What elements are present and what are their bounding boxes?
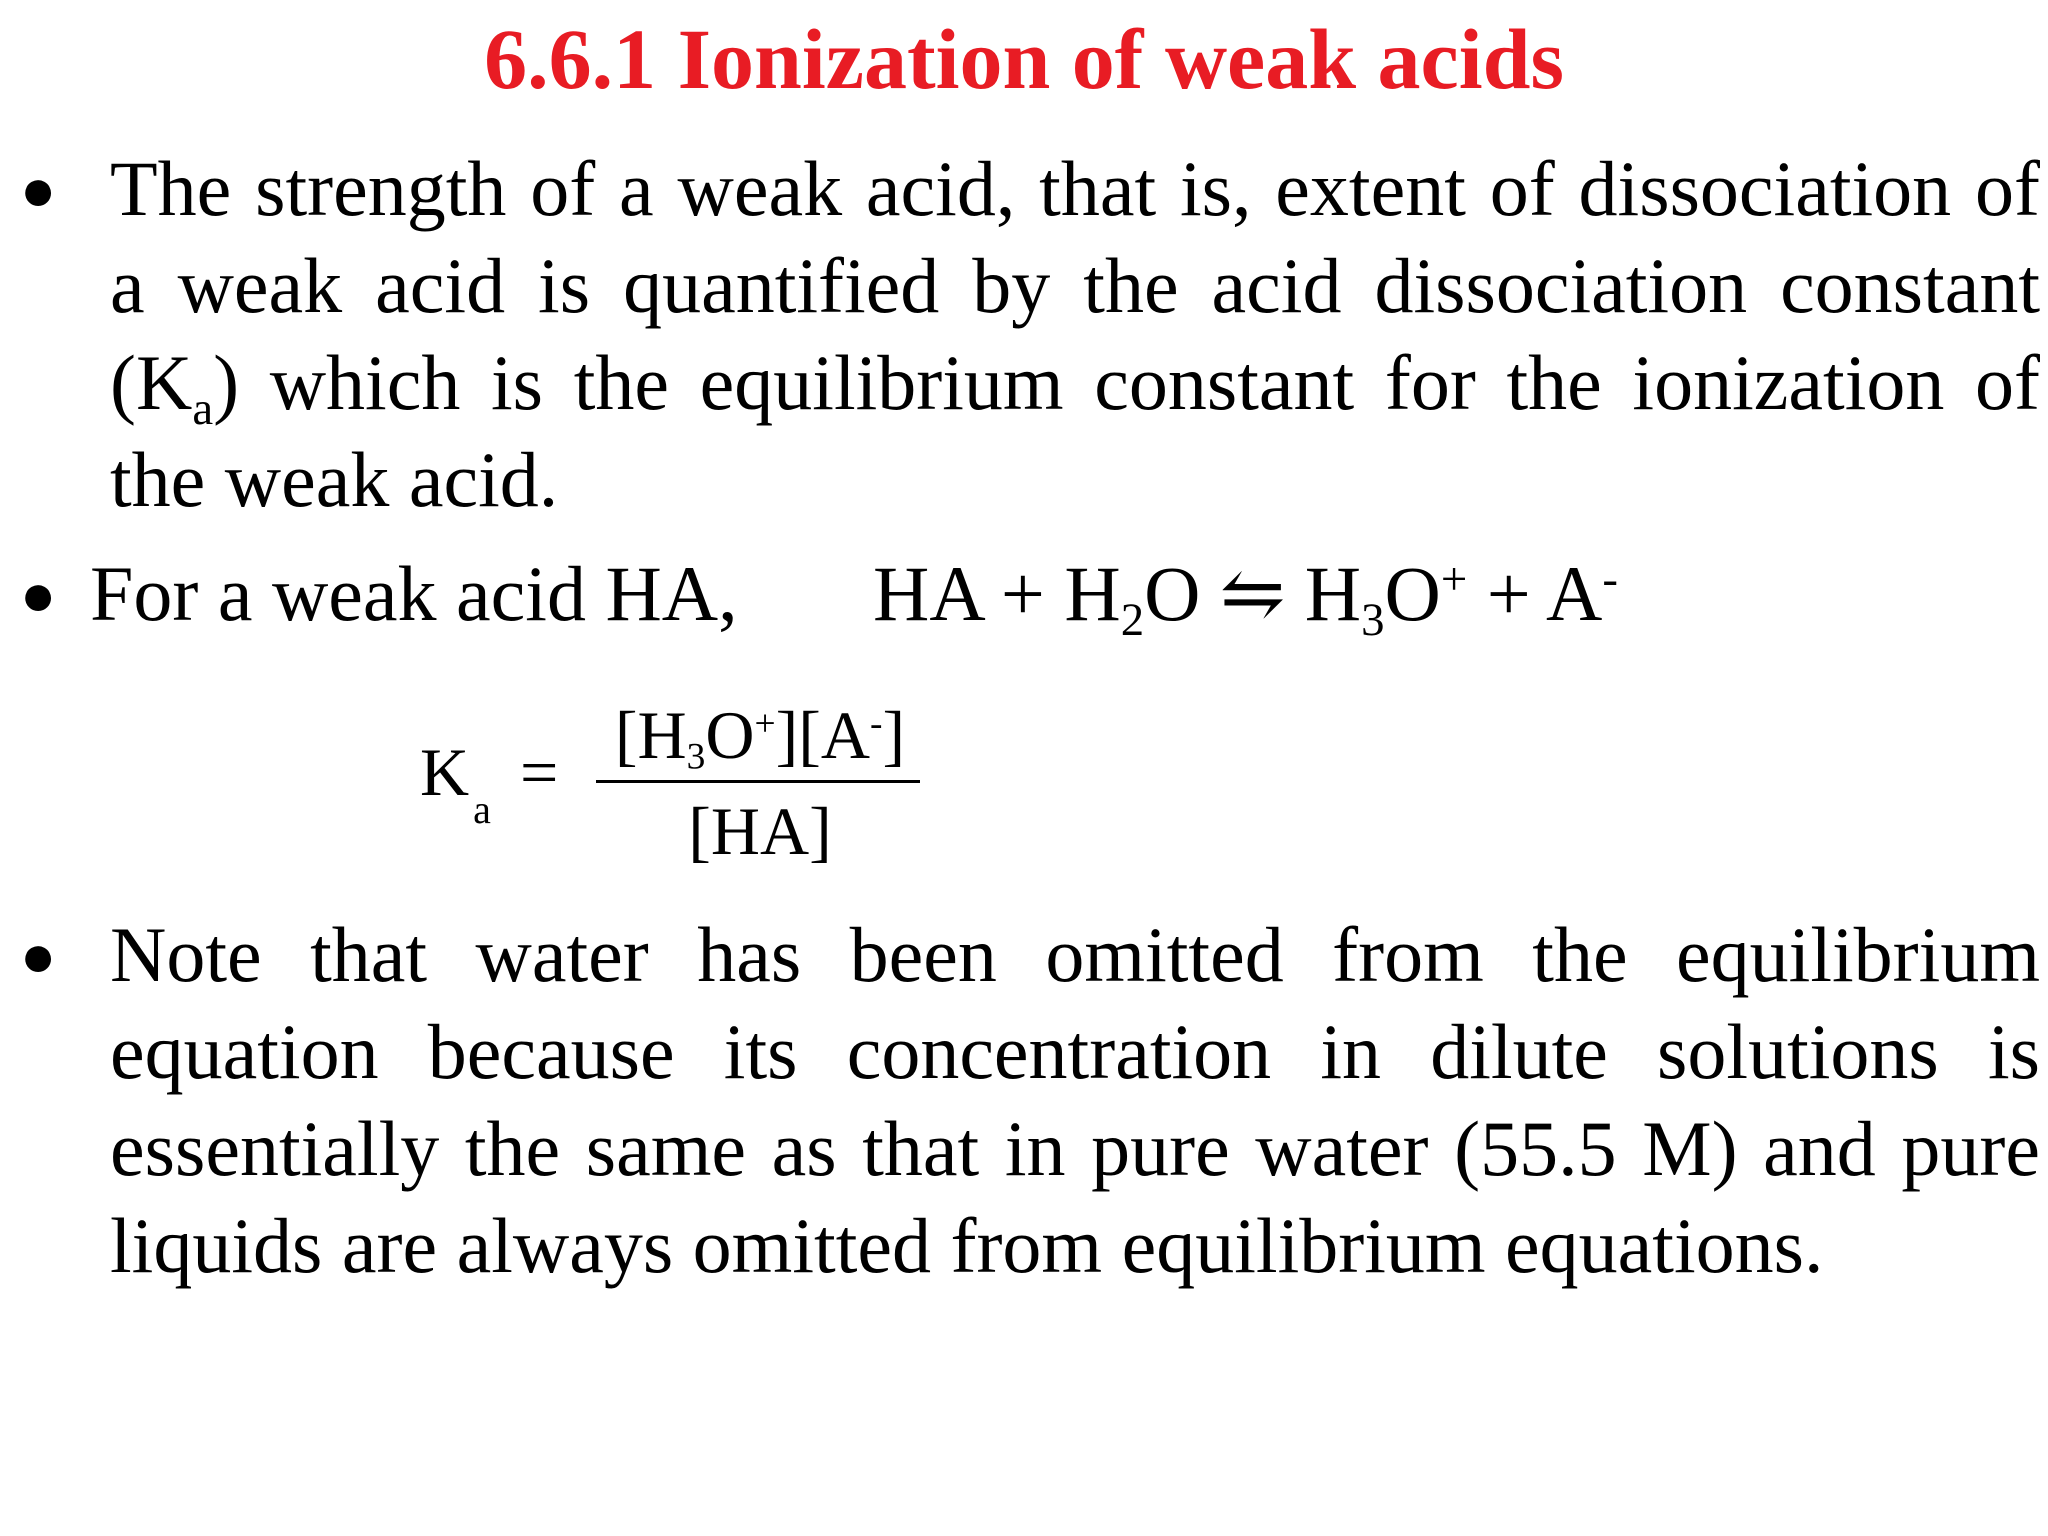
numerator-plus-charge: + bbox=[754, 703, 776, 745]
reaction-hydronium-subscript: 3 bbox=[1361, 593, 1385, 646]
water-note-text: Note that water has been omitted from the equilibrium equation because its concentration in dilute solutions is essentially the same as that in pure water (55.5 M) and pure liquids are always omitted from equilibrium equations. bbox=[110, 911, 2040, 1289]
numerator-close-bracket: ] bbox=[882, 697, 906, 773]
bullet-icon: ● bbox=[20, 562, 57, 628]
reaction-hydronium-o: O bbox=[1384, 550, 1441, 637]
ka-denominator: [HA] bbox=[688, 793, 832, 869]
numerator-minus-charge: - bbox=[869, 703, 883, 745]
numerator-a: ][A bbox=[775, 697, 870, 773]
equilibrium-arrow-icon: ⇋ bbox=[1219, 550, 1286, 637]
bullet-icon: ● bbox=[20, 923, 57, 989]
ka-symbol-subscript: a bbox=[473, 787, 491, 832]
numerator-h: [H bbox=[614, 697, 687, 773]
ka-expression bbox=[410, 690, 930, 870]
bullet-ka-definition bbox=[20, 140, 2040, 528]
reaction-product-a: + A bbox=[1467, 550, 1603, 637]
ka-lhs bbox=[420, 732, 491, 832]
ka-numerator bbox=[590, 690, 930, 780]
reaction-water-subscript: 2 bbox=[1120, 593, 1145, 646]
bullet-water-omitted-note bbox=[20, 906, 2040, 1294]
reaction-product-h: H bbox=[1285, 550, 1362, 637]
weak-acid-lead-in: For a weak acid HA, bbox=[90, 550, 738, 637]
reaction-reactant-ha-h: HA + H bbox=[873, 550, 1121, 637]
ka-symbol: K bbox=[420, 734, 470, 810]
ka-equals-sign: = bbox=[520, 734, 559, 810]
reaction-water-o: O bbox=[1144, 550, 1220, 637]
bullet-icon: ● bbox=[20, 157, 57, 223]
ionization-reaction-equation bbox=[873, 545, 1618, 646]
numerator-o: O bbox=[705, 697, 755, 773]
ka-subscript: a bbox=[192, 382, 214, 435]
slide-title: 6.6.1 Ionization of weak acids bbox=[484, 11, 1564, 107]
reaction-anion-charge: - bbox=[1602, 553, 1618, 606]
ka-fraction bbox=[590, 690, 930, 879]
bullet-ka-text-part1: The strength of a weak acid, that is, extent of dissociation of a weak acid is quantified by the acid dissociation constant (K bbox=[110, 145, 2040, 426]
numerator-h3-subscript: 3 bbox=[686, 736, 706, 778]
bullet-ka-text-part2: ) which is the equilibrium constant for the ionization of the weak acid. bbox=[110, 339, 2040, 523]
reaction-hydronium-charge: + bbox=[1440, 553, 1468, 606]
